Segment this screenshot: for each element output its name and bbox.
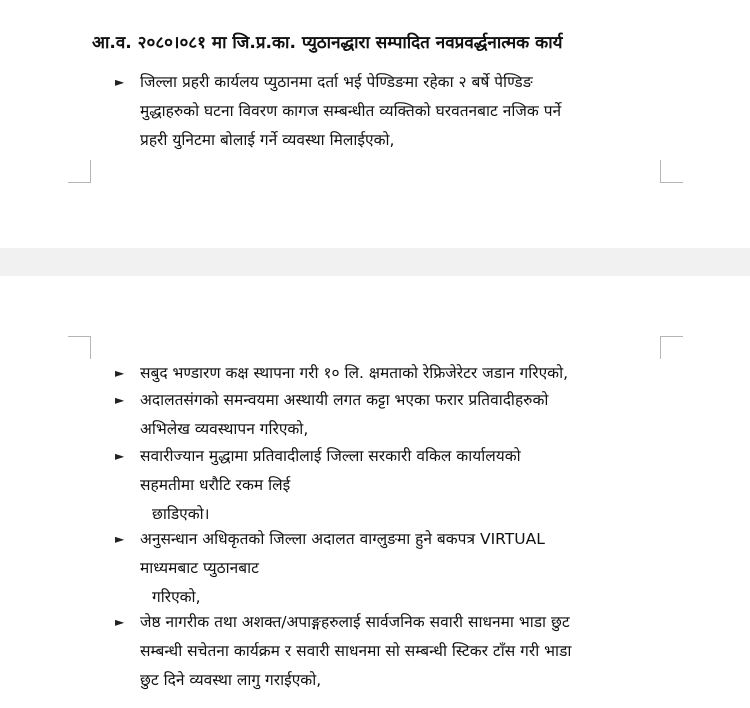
- bullet-line: सवारीज्यान मुद्धामा प्रतिवादीलाई जिल्ला सरकारी वकिल कार्यालयको: [140, 447, 521, 465]
- bullet-marker-icon: ►: [115, 615, 125, 629]
- bullet-line: छाडिएको।: [152, 505, 210, 523]
- bullet-line: जिल्ला प्रहरी कार्यलय प्युठानमा दर्ता भई पेण्डिङमा रहेका २ बर्षे पेण्डिङ: [140, 73, 533, 91]
- bullet-text: [140, 68, 700, 155]
- bullet-line: छुट दिने व्यवस्था लागु गराईएको,: [140, 671, 322, 689]
- bullet-line: माध्यमबाट प्युठानबाट: [140, 559, 259, 577]
- bullet-text: [140, 442, 700, 529]
- bullet-line: मुद्धाहरुको घटना विवरण कागज सम्बन्धीत व्यक्तिको घरवतनबाट नजिक पर्ने: [140, 102, 562, 120]
- document-page-2: [0, 276, 750, 708]
- bullet-marker-icon: ►: [115, 449, 125, 463]
- bullet-text: [140, 525, 700, 612]
- document-heading: आ.व. २०८०।०८१ मा जि.प्र.का. प्युठानद्धारा सम्पादित नवप्रवर्द्धनात्मक कार्य: [92, 33, 563, 53]
- bullet-text: [140, 608, 700, 695]
- bullet-line: गरिएको,: [152, 588, 201, 606]
- bullet-line: जेष्ठ नागरीक तथा अशक्त/अपाङ्गहरुलाई सार्वजनिक सवारी साधनमा भाडा छुट: [140, 613, 570, 631]
- margin-corner-mark: [660, 160, 683, 183]
- bullet-text: [140, 386, 700, 444]
- page-separator: [0, 248, 750, 276]
- bullet-line: प्रहरी युनिटमा बोलाई गर्ने व्यवस्था मिलाईएको,: [140, 131, 395, 149]
- bullet-marker-icon: ►: [115, 366, 125, 380]
- bullet-line: सम्बन्धी सचेतना कार्यक्रम र सवारी साधनमा सो सम्बन्धी स्टिकर टाँस गरी भाडा: [140, 642, 572, 660]
- margin-corner-mark: [68, 336, 91, 359]
- margin-corner-mark: [660, 336, 683, 359]
- document-page-1: [0, 0, 750, 248]
- bullet-line: अदालतसंगको समन्वयमा अस्थायी लगत कट्टा भएका फरार प्रतिवादीहरुको: [140, 391, 549, 409]
- bullet-line: सहमतीमा धरौटि रकम लिई: [140, 476, 291, 494]
- bullet-marker-icon: ►: [115, 532, 125, 546]
- bullet-line: अनुसन्धान अधिकृतको जिल्ला अदालत वाग्लुङमा हुने बकपत्र VIRTUAL: [140, 530, 545, 548]
- margin-corner-mark: [68, 160, 91, 183]
- bullet-marker-icon: ►: [115, 393, 125, 407]
- bullet-line: अभिलेख व्यवस्थापन गरिएको,: [140, 420, 309, 438]
- bullet-text: [140, 359, 700, 388]
- bullet-line: सबुद भण्डारण कक्ष स्थापना गरी १० लि. क्षमताको रेफ्रिजेरेटर जडान गरिएको,: [140, 364, 569, 382]
- bullet-marker-icon: ►: [115, 75, 125, 89]
